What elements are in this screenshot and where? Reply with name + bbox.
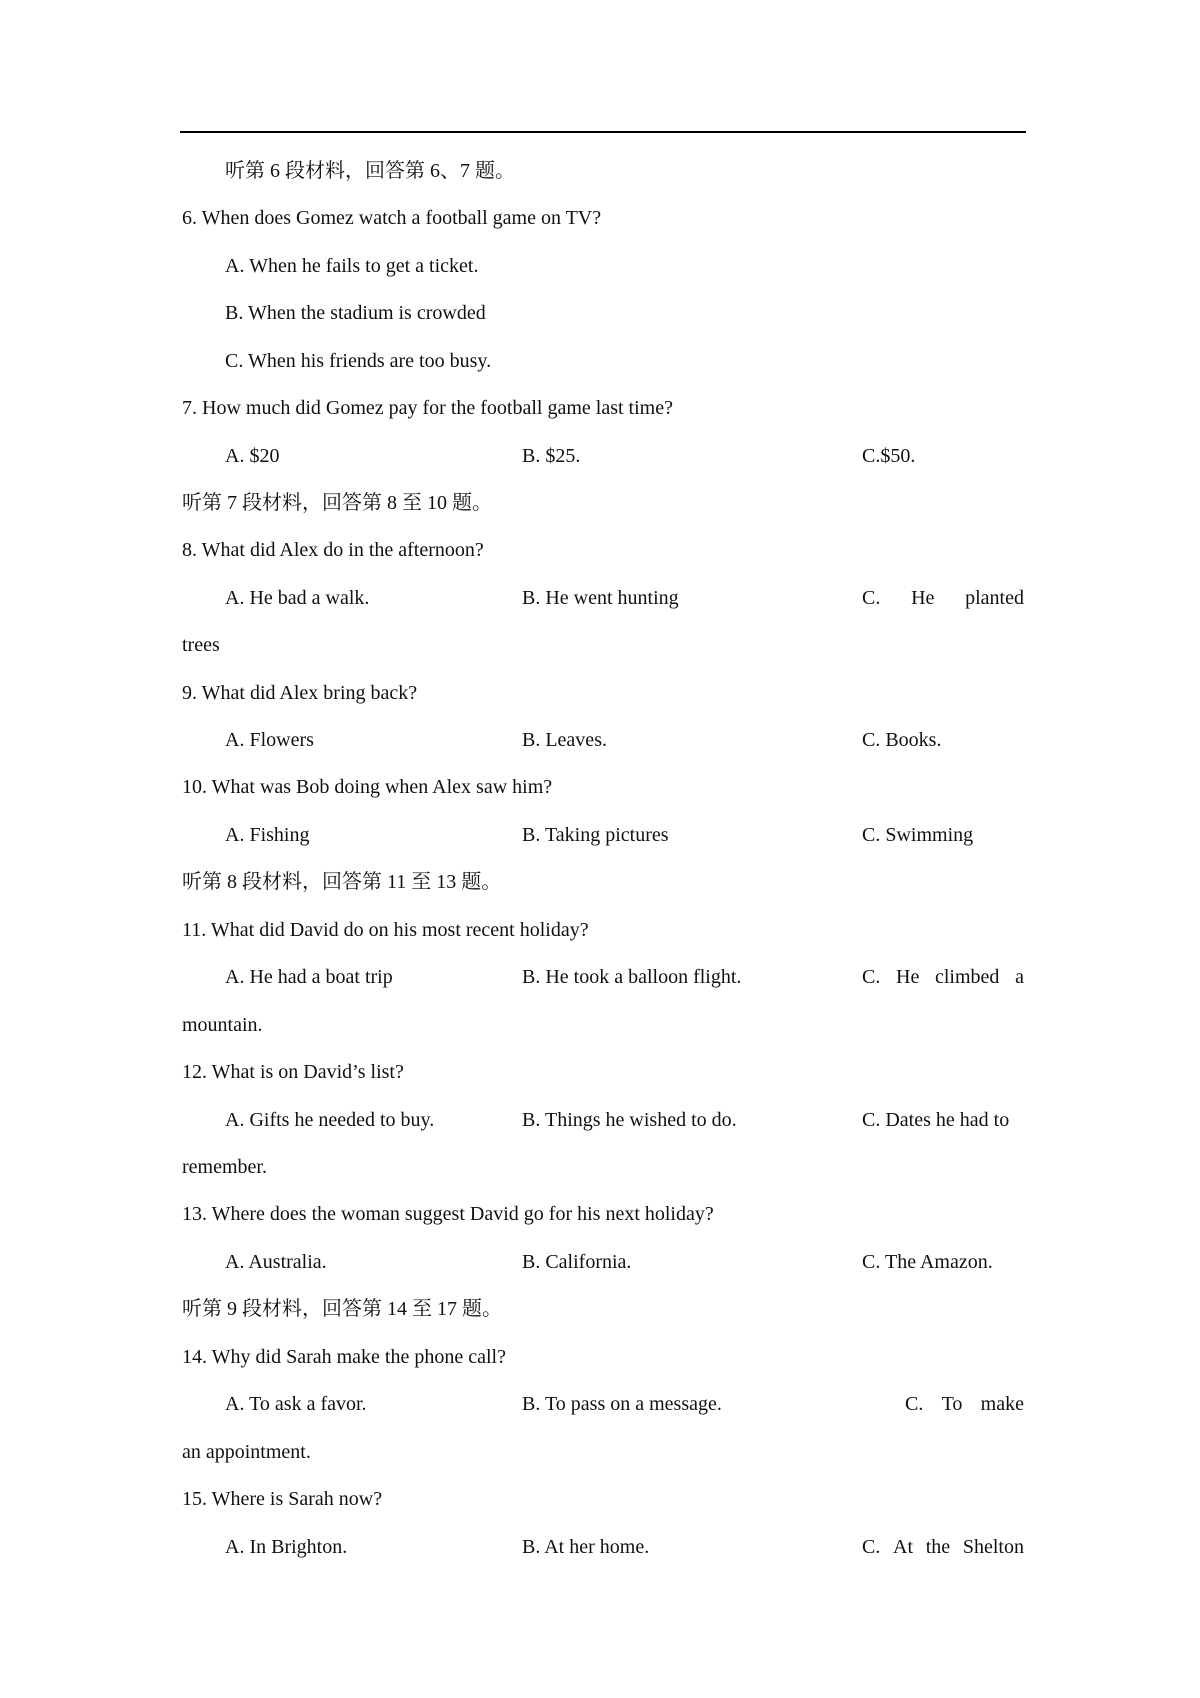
- question-9-option-c: C. Books.: [862, 729, 942, 751]
- header-rule: [180, 131, 1026, 133]
- section-heading-7: 听第 7 段材料，回答第 8 至 10 题。: [182, 492, 492, 514]
- option-c-word: climbed: [934, 966, 1000, 988]
- question-15-option-c: [862, 1535, 1024, 1559]
- option-c-word: C.: [862, 587, 881, 609]
- question-14-option-a: A. To ask a favor.: [225, 1393, 367, 1415]
- question-8-option-a: A. He bad a walk.: [225, 587, 370, 609]
- option-c-word: the: [925, 1536, 951, 1558]
- question-13-stem: 13. Where does the woman suggest David go for his next holiday?: [182, 1203, 714, 1225]
- question-12-option-c-continuation: remember.: [182, 1156, 267, 1178]
- option-c-word: He: [911, 587, 935, 609]
- section-heading-9: 听第 9 段材料，回答第 14 至 17 题。: [182, 1298, 502, 1320]
- option-c-word: Shelton: [962, 1536, 1024, 1558]
- question-6-option-c: C. When his friends are too busy.: [225, 350, 492, 372]
- question-12-option-a: A. Gifts he needed to buy.: [225, 1109, 435, 1131]
- question-14-stem: 14. Why did Sarah make the phone call?: [182, 1346, 506, 1368]
- question-11-option-a: A. He had a boat trip: [225, 966, 393, 988]
- question-12-stem: 12. What is on David’s list?: [182, 1061, 404, 1083]
- option-c-word: C.: [862, 966, 881, 988]
- option-c-word: make: [980, 1393, 1024, 1415]
- question-8-stem: 8. What did Alex do in the afternoon?: [182, 539, 484, 561]
- question-6-option-b: B. When the stadium is crowded: [225, 302, 486, 324]
- option-c-word: a: [1015, 966, 1024, 988]
- question-13-option-b: B. California.: [522, 1251, 632, 1273]
- question-12-option-b: B. Things he wished to do.: [522, 1109, 737, 1131]
- question-10-stem: 10. What was Bob doing when Alex saw him?: [182, 776, 553, 798]
- section-heading-8: 听第 8 段材料，回答第 11 至 13 题。: [182, 871, 502, 893]
- question-10-option-b: B. Taking pictures: [522, 824, 669, 846]
- question-9-option-b: B. Leaves.: [522, 729, 607, 751]
- question-11-option-c-continuation: mountain.: [182, 1014, 263, 1036]
- question-8-option-b: B. He went hunting: [522, 587, 679, 609]
- option-c-word: C.: [905, 1393, 924, 1415]
- question-6-stem: 6. When does Gomez watch a football game on TV?: [182, 207, 602, 229]
- question-6-option-a: A. When he fails to get a ticket.: [225, 255, 479, 277]
- option-c-word: At: [893, 1536, 914, 1558]
- question-13-option-c: C. The Amazon.: [862, 1251, 993, 1273]
- question-11-stem: 11. What did David do on his most recent holiday?: [182, 919, 589, 941]
- question-14-option-c-continuation: an appointment.: [182, 1441, 311, 1463]
- question-7-option-c: C.$50.: [862, 445, 916, 467]
- question-8-option-c-continuation: trees: [182, 634, 220, 656]
- question-12-option-c: C. Dates he had to: [862, 1109, 1010, 1131]
- question-8-option-c: [862, 586, 1024, 610]
- option-c-word: C.: [862, 1536, 881, 1558]
- question-14-option-c: [905, 1392, 1024, 1416]
- question-9-stem: 9. What did Alex bring back?: [182, 682, 418, 704]
- question-15-option-b: B. At her home.: [522, 1536, 650, 1558]
- option-c-word: To: [941, 1393, 963, 1415]
- question-7-option-b: B. $25.: [522, 445, 581, 467]
- question-10-option-a: A. Fishing: [225, 824, 310, 846]
- question-7-option-a: A. $20: [225, 445, 280, 467]
- question-13-option-a: A. Australia.: [225, 1251, 327, 1273]
- question-11-option-b: B. He took a balloon flight.: [522, 966, 742, 988]
- question-9-option-a: A. Flowers: [225, 729, 314, 751]
- question-14-option-b: B. To pass on a message.: [522, 1393, 722, 1415]
- question-15-option-a: A. In Brighton.: [225, 1536, 348, 1558]
- question-7-stem: 7. How much did Gomez pay for the football game last time?: [182, 397, 673, 419]
- section-heading-6: 听第 6 段材料，回答第 6、7 题。: [225, 160, 515, 182]
- question-15-stem: 15. Where is Sarah now?: [182, 1488, 383, 1510]
- option-c-word: planted: [965, 587, 1024, 609]
- question-10-option-c: C. Swimming: [862, 824, 974, 846]
- question-11-option-c: [862, 965, 1024, 989]
- option-c-word: He: [896, 966, 920, 988]
